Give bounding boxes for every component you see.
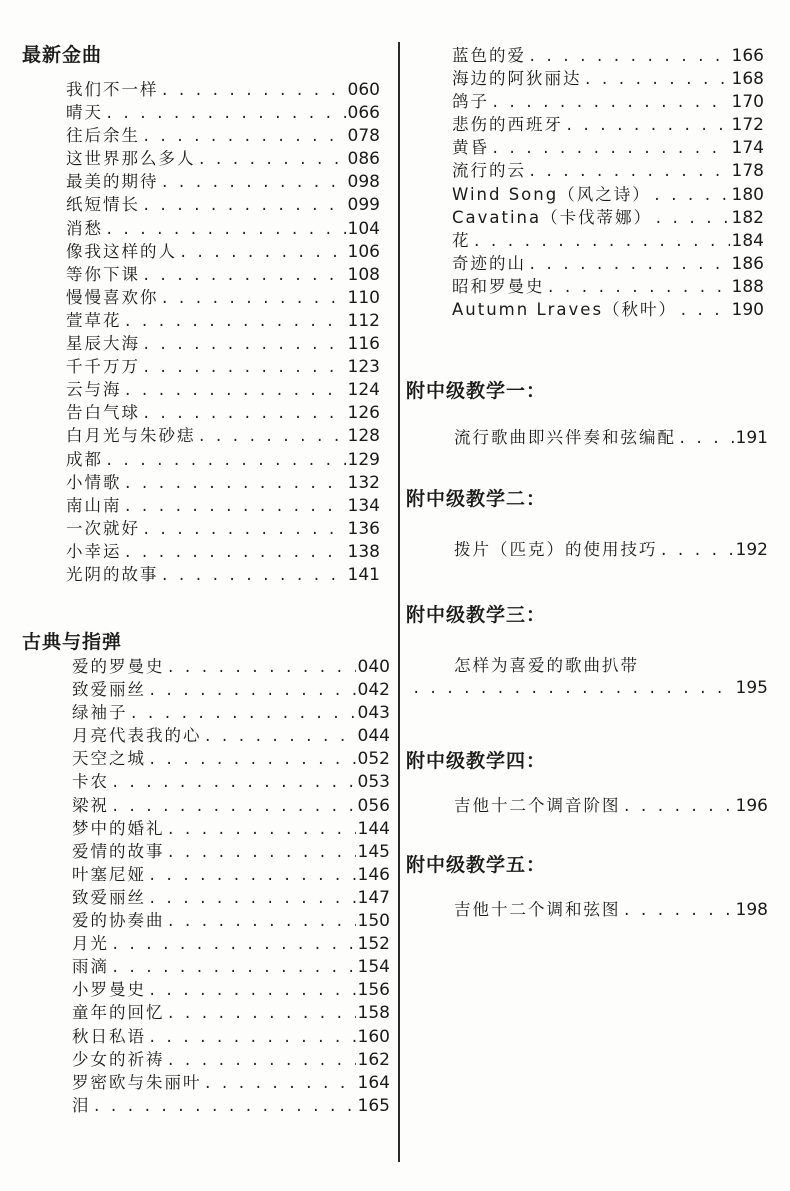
toc-entry-title: 月光 [72, 934, 109, 954]
toc-entry [72, 932, 390, 955]
toc-entry-page: 178 [731, 161, 764, 182]
dot-leader [124, 496, 346, 519]
dot-leader [142, 265, 346, 288]
toc-entry-page: 147 [357, 887, 390, 908]
toc-entry [72, 747, 390, 770]
dot-leader [198, 149, 346, 172]
toc-entry [452, 67, 764, 90]
dot-leader [148, 1027, 356, 1050]
dot-leader [148, 980, 356, 1003]
toc-entry-page: 052 [357, 749, 390, 770]
toc-entry-title: 南山南 [66, 495, 122, 515]
toc-entry-title: 白月光与朱砂痣 [66, 426, 196, 446]
toc-entry-title: 往后余生 [66, 126, 140, 146]
toc-entry-page: 158 [357, 1003, 390, 1024]
dot-leader [142, 519, 346, 542]
dot-leader [584, 69, 730, 92]
toc-entry-page: 132 [347, 472, 380, 493]
toc-entry [66, 563, 380, 586]
appendix-2-page: 192 [735, 540, 768, 560]
toc-entry [66, 309, 380, 332]
appendix-2-title: 附中级教学二： [406, 488, 547, 510]
toc-entry-title: 我们不一样 [66, 80, 159, 99]
toc-entry [72, 1025, 390, 1048]
toc-entry [72, 909, 390, 932]
toc-entry-title: 小罗曼史 [72, 980, 146, 1000]
toc-entry-title: 泪 [72, 1095, 91, 1115]
column-divider [398, 42, 400, 1162]
toc-entry-title: 梁祝 [72, 795, 109, 815]
toc-entry-title: 告白气球 [66, 403, 140, 423]
toc-entry-title: 卡农 [72, 772, 109, 792]
toc-entry [66, 124, 380, 147]
dot-leader [167, 1050, 356, 1073]
toc-entry [72, 978, 390, 1001]
toc-entry-page: 166 [731, 46, 764, 66]
toc-entry [66, 448, 380, 471]
toc-entry-page: 078 [347, 126, 380, 147]
toc-entry-page: 099 [347, 195, 380, 216]
dot-leader [124, 473, 346, 496]
toc-entry-page: 144 [357, 818, 390, 839]
dot-leader [528, 254, 730, 277]
dot-leader [547, 277, 730, 300]
toc-entry-page: 184 [731, 230, 764, 251]
appendix-5-entry-title: 吉他十二个调和弦图 [454, 900, 621, 919]
appendix-2-entry [454, 536, 768, 560]
toc-entry [452, 44, 764, 67]
toc-entry [66, 78, 380, 101]
toc-entry [66, 517, 380, 540]
toc-entry-page: 174 [731, 138, 764, 159]
dot-leader [473, 231, 730, 254]
toc-entry-page: 060 [347, 80, 380, 100]
dot-leader [167, 842, 356, 865]
appendix-1-title: 附中级教学一： [406, 380, 547, 402]
toc-entry [452, 136, 764, 159]
dot-leader [111, 934, 356, 957]
dot-leader [161, 288, 346, 311]
latest-hits-list [66, 78, 380, 586]
dot-leader [167, 1003, 356, 1026]
toc-entry-page: 168 [731, 69, 764, 90]
dot-leader [148, 888, 356, 911]
toc-entry-title: 光阴的故事 [66, 564, 159, 584]
toc-entry-page: 056 [357, 795, 390, 816]
toc-entry [66, 263, 380, 286]
toc-entry-page: 136 [347, 518, 380, 539]
toc-entry-page: 086 [347, 149, 380, 170]
appendix-5-page: 198 [735, 900, 768, 920]
toc-entry-title: 蓝色的爱 [452, 46, 526, 65]
toc-entry-title: 一次就好 [66, 518, 140, 538]
dot-leader [167, 657, 356, 680]
toc-entry-title: 花 [452, 230, 471, 250]
toc-entry-page: 123 [347, 357, 380, 378]
toc-entry [452, 206, 764, 229]
toc-entry-title: 小幸运 [66, 541, 122, 561]
toc-entry-page: 110 [347, 287, 380, 308]
dot-leader [124, 380, 346, 403]
toc-entry-page: 129 [347, 449, 380, 470]
toc-entry [72, 1001, 390, 1024]
toc-entry-title: 云与海 [66, 380, 122, 400]
toc-entry [452, 252, 764, 275]
toc-entry [66, 332, 380, 355]
toc-entry [66, 193, 380, 216]
toc-entry [66, 401, 380, 424]
toc-entry-title: 星辰大海 [66, 334, 140, 354]
toc-entry-page: 040 [357, 657, 390, 677]
appendix-4-page: 196 [735, 796, 768, 816]
toc-entry-title: 爱情的故事 [72, 841, 165, 861]
toc-entry [66, 540, 380, 563]
dot-leader [161, 172, 346, 195]
toc-entry [72, 1094, 390, 1117]
toc-entry-page: 042 [357, 680, 390, 701]
toc-entry-title: Cavatina（卡伐蒂娜） [452, 207, 653, 227]
dot-leader [148, 680, 356, 703]
toc-entry-page: 172 [731, 115, 764, 136]
toc-entry-title: 雨滴 [72, 957, 109, 977]
toc-entry [66, 101, 380, 124]
toc-entry [66, 147, 380, 170]
toc-entry-title: 秋日私语 [72, 1026, 146, 1046]
classical-continued-list [452, 44, 764, 321]
toc-entry-title: 致爱丽丝 [72, 887, 146, 907]
toc-entry [66, 355, 380, 378]
toc-entry-title: 天空之城 [72, 749, 146, 769]
toc-entry [72, 1071, 390, 1094]
section-title-classical-fingerstyle: 古典与指弹 [22, 631, 123, 653]
toc-entry-page: 128 [347, 426, 380, 447]
dot-leader [93, 1096, 356, 1119]
appendix-3-entry-title: 怎样为喜爱的歌曲扒带 [454, 656, 639, 675]
dot-leader [412, 681, 734, 697]
dot-leader [204, 726, 356, 749]
dot-leader [491, 92, 730, 115]
toc-entry-page: 112 [347, 310, 380, 331]
toc-entry-title: 梦中的婚礼 [72, 818, 165, 838]
appendix-1-entry [454, 424, 768, 448]
toc-entry-page: 152 [357, 934, 390, 955]
toc-entry [66, 170, 380, 193]
dot-leader [528, 46, 730, 69]
dot-leader [105, 103, 346, 126]
toc-entry-title: 昭和罗曼史 [452, 276, 545, 296]
toc-entry-title: 月亮代表我的心 [72, 726, 202, 746]
toc-entry [72, 863, 390, 886]
toc-entry-page: 124 [347, 380, 380, 401]
toc-entry [72, 724, 390, 747]
dot-leader [105, 450, 346, 473]
toc-entry-title: 绿袖子 [72, 703, 128, 723]
toc-entry-title: 叶塞尼娅 [72, 864, 146, 884]
toc-entry-title: 黄昏 [452, 138, 489, 158]
appendix-3-entry-title-row [454, 652, 639, 676]
toc-entry-title: 小情歌 [66, 472, 122, 492]
toc-entry-title: 这世界那么多人 [66, 149, 196, 169]
toc-entry [452, 159, 764, 182]
section-title-latest-hits: 最新金曲 [22, 44, 103, 66]
dot-leader [161, 80, 346, 103]
toc-entry-title: 爱的罗曼史 [72, 657, 165, 676]
toc-entry [66, 286, 380, 309]
toc-entry-page: 138 [347, 541, 380, 562]
toc-entry-page: 182 [731, 207, 764, 228]
dot-leader [653, 185, 730, 208]
toc-entry [66, 240, 380, 263]
toc-entry [66, 471, 380, 494]
toc-entry-page: 043 [357, 703, 390, 724]
toc-entry-title: 童年的回忆 [72, 1003, 165, 1023]
classical-fingerstyle-list [72, 655, 390, 1117]
toc-entry [452, 183, 764, 206]
toc-entry [452, 90, 764, 113]
toc-entry [72, 655, 390, 678]
dot-leader [124, 311, 346, 334]
toc-entry-title: 爱的协奏曲 [72, 911, 165, 931]
dot-leader [179, 242, 346, 265]
toc-entry-page: 186 [731, 253, 764, 274]
appendix-2-entry-title: 拨片（匹克）的使用技巧 [454, 540, 658, 559]
toc-entry [452, 275, 764, 298]
dot-leader [623, 903, 734, 919]
toc-entry-title: 最美的期待 [66, 172, 159, 192]
dot-leader [528, 161, 730, 184]
toc-entry [66, 424, 380, 447]
appendix-5-entry [454, 896, 768, 920]
appendix-4-title: 附中级教学四： [406, 750, 547, 772]
dot-leader [142, 126, 346, 149]
appendix-3-page: 195 [735, 678, 768, 698]
toc-entry-page: 116 [347, 334, 380, 355]
appendix-3-title: 附中级教学三： [406, 604, 547, 626]
dot-leader [111, 772, 356, 795]
toc-entry-page: 146 [357, 864, 390, 885]
dot-leader [198, 426, 346, 449]
dot-leader [623, 799, 734, 815]
toc-entry-title: 像我这样的人 [66, 241, 177, 261]
dot-leader [142, 334, 346, 357]
toc-entry-title: Wind Song（风之诗） [452, 184, 651, 204]
dot-leader [679, 300, 729, 323]
toc-entry [72, 794, 390, 817]
toc-entry [66, 494, 380, 517]
toc-entry-title: 萱草花 [66, 310, 122, 330]
toc-entry-page: 165 [357, 1095, 390, 1116]
toc-entry-title: 罗密欧与朱丽叶 [72, 1072, 202, 1092]
toc-entry [66, 217, 380, 240]
dot-leader [105, 219, 346, 242]
toc-entry [452, 229, 764, 252]
dot-leader [660, 543, 734, 559]
toc-entry-title: 纸短情长 [66, 195, 140, 215]
toc-entry-page: 104 [347, 218, 380, 239]
appendix-1-entry-title: 流行歌曲即兴伴奏和弦编配 [454, 428, 676, 447]
toc-entry-page: 154 [357, 957, 390, 978]
dot-leader [130, 703, 356, 726]
toc-entry-page: 150 [357, 911, 390, 932]
toc-entry-page: 188 [731, 276, 764, 297]
dot-leader [111, 796, 356, 819]
dot-leader [142, 195, 346, 218]
toc-entry [66, 378, 380, 401]
toc-entry-title: 消愁 [66, 218, 103, 238]
toc-entry-title: 成都 [66, 449, 103, 469]
appendix-3-entry-page-row [410, 678, 768, 698]
dot-leader [142, 357, 346, 380]
dot-leader [491, 138, 730, 161]
appendix-1-page: 191 [735, 428, 768, 448]
toc-entry-page: 098 [347, 172, 380, 193]
toc-entry-page: 126 [347, 403, 380, 424]
dot-leader [142, 403, 346, 426]
toc-entry-page: 108 [347, 264, 380, 285]
toc-entry-title: 鸽子 [452, 92, 489, 112]
toc-entry [452, 113, 764, 136]
toc-entry-page: 180 [731, 184, 764, 205]
dot-leader [111, 957, 356, 980]
toc-entry-page: 190 [731, 300, 764, 321]
toc-entry [72, 886, 390, 909]
toc-entry-title: 等你下课 [66, 264, 140, 284]
toc-entry [72, 1048, 390, 1071]
toc-entry-page: 053 [357, 772, 390, 793]
appendix-5-title: 附中级教学五： [406, 854, 547, 876]
toc-entry [72, 817, 390, 840]
dot-leader [148, 749, 356, 772]
toc-entry-page: 162 [357, 1049, 390, 1070]
appendix-4-entry [454, 792, 768, 816]
toc-entry-title: 少女的祈祷 [72, 1049, 165, 1069]
toc-entry-page: 170 [731, 92, 764, 113]
dot-leader [565, 115, 730, 138]
toc-entry-page: 134 [347, 495, 380, 516]
toc-entry-page: 145 [357, 841, 390, 862]
toc-entry-page: 164 [357, 1072, 390, 1093]
toc-entry-page: 066 [347, 103, 380, 124]
toc-entry-page: 160 [357, 1026, 390, 1047]
toc-entry-title: 奇迹的山 [452, 253, 526, 273]
toc-entry-page: 044 [357, 726, 390, 747]
toc-entry-page: 141 [347, 564, 380, 585]
toc-entry [72, 770, 390, 793]
dot-leader [654, 208, 729, 231]
appendix-4-entry-title: 吉他十二个调音阶图 [454, 796, 621, 815]
toc-entry [452, 298, 764, 321]
toc-entry [72, 701, 390, 724]
dot-leader [124, 542, 346, 565]
toc-entry [72, 955, 390, 978]
toc-entry-title: 晴天 [66, 103, 103, 123]
toc-entry-title: 悲伤的西班牙 [452, 115, 563, 135]
toc-entry-title: 流行的云 [452, 161, 526, 181]
toc-entry-title: 千千万万 [66, 357, 140, 377]
toc-entry-title: 致爱丽丝 [72, 680, 146, 700]
toc-entry-title: Autumn Lraves（秋叶） [452, 300, 678, 320]
dot-leader [678, 431, 734, 447]
dot-leader [204, 1073, 356, 1096]
dot-leader [161, 565, 346, 588]
toc-entry-page: 156 [357, 980, 390, 1001]
toc-entry [72, 678, 390, 701]
dot-leader [167, 819, 356, 842]
toc-entry [72, 840, 390, 863]
toc-entry-title: 海边的阿狄丽达 [452, 69, 582, 89]
dot-leader [167, 911, 356, 934]
toc-entry-title: 慢慢喜欢你 [66, 287, 159, 307]
toc-entry-page: 106 [347, 241, 380, 262]
dot-leader [148, 865, 356, 888]
